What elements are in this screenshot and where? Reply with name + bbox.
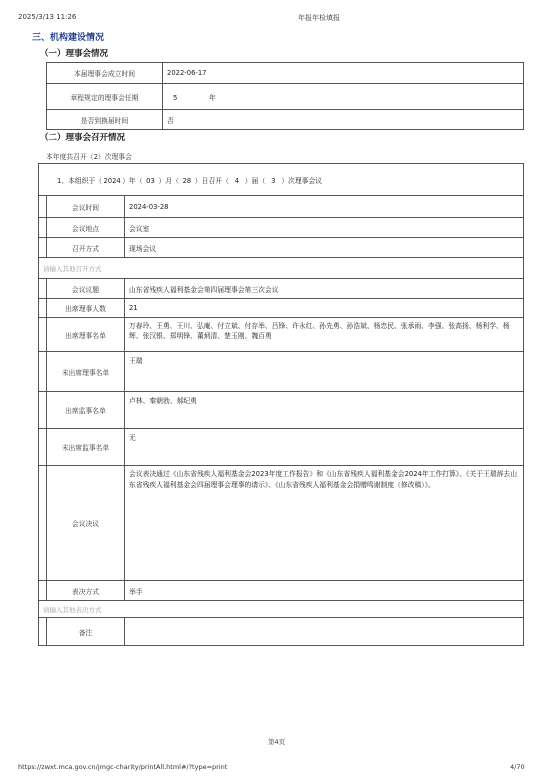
meeting-count-summary: 本年度共召开（2）次理事会 <box>46 153 132 161</box>
meeting-line-text: ）日召开（ <box>194 176 229 185</box>
table-row <box>39 279 524 299</box>
council-subtitle: （一）理事会情况 <box>40 49 109 59</box>
section-title: 三、机构建设情况 <box>32 33 105 43</box>
field-label: 召开方式 <box>47 238 125 258</box>
vote-method: 举手 <box>125 581 524 601</box>
print-datetime: 2025/3/13 11:26 <box>18 13 77 21</box>
field-label: 章程规定的理事会任期 <box>47 84 163 110</box>
council-table <box>46 62 524 130</box>
print-url: https://zwxt.mca.gov.cn/jmgc-charity/printAll.html#/?type=print <box>18 763 228 771</box>
meeting-method: 现场会议 <box>125 238 524 258</box>
field-label: 出席理事名单 <box>47 318 125 352</box>
field-label: 本届理事会成立时间 <box>47 63 163 84</box>
field-value-term <box>163 84 524 110</box>
table-row <box>39 392 524 429</box>
table-row <box>39 258 524 279</box>
other-method-input[interactable]: 请输入其他召开方式 <box>39 258 524 279</box>
table-row <box>47 110 524 130</box>
table-row <box>39 601 524 618</box>
table-row <box>39 299 524 318</box>
attend-names: 万春玲、王勇、王川、弘庵、付立斌、付存举、吕锋、许永红、孙先勇、孙浩斌、杨忠民、张承雨、李强、张高扬、杨利学、杨辉、张汉银、郑明锋、董炳清、楚玉刚、魏百勇 <box>125 318 524 352</box>
field-label: 表决方式 <box>47 581 125 601</box>
table-row <box>39 466 524 581</box>
meeting-month: 03 <box>146 176 155 185</box>
other-vote-input[interactable]: 请输入其他表决方式 <box>39 601 524 618</box>
table-row <box>39 352 524 392</box>
table-row <box>39 429 524 466</box>
table-row <box>39 218 524 238</box>
remarks-value <box>125 618 524 646</box>
field-label: 出席理事人数 <box>47 299 125 318</box>
meeting-line-text: ）年（ <box>122 176 143 185</box>
meeting-line-text: ）次理事会议 <box>281 176 323 185</box>
term-value: 5 <box>173 93 178 102</box>
table-row <box>39 238 524 258</box>
field-label: 会议地点 <box>47 218 125 238</box>
page-header-title: 年报年检填报 <box>298 14 340 22</box>
field-label: 是否到换届时间 <box>47 110 163 130</box>
table-row <box>39 618 524 646</box>
page-number: 第4页 <box>268 738 286 746</box>
meeting-line-text: ）月（ <box>158 176 179 185</box>
absent-names: 王瑞 <box>125 352 524 392</box>
absent-supervisors: 无 <box>125 429 524 466</box>
page-count: 4/70 <box>510 763 525 771</box>
meeting-line-text: 1、本组织于（ <box>57 176 103 185</box>
field-label: 未出席监事名单 <box>47 429 125 466</box>
meeting-session: 4 <box>234 176 240 185</box>
meetings-subtitle: （二）理事会召开情况 <box>40 133 126 143</box>
field-value: 2022-06-17 <box>163 63 524 84</box>
meeting-resolution: 会议表决通过《山东省残疾人福利基金会2023年度工作报告》和《山东省残疾人福利基金会2024年工作打算》、《关于王瑞辞去山东省残疾人福利基金会四届理事会理事的请示》、《山东省残疾人福利基金会捐赠鸣谢制度（修改稿）》。 <box>125 466 524 581</box>
attend-count: 21 <box>125 299 524 318</box>
field-label: 未出席理事名单 <box>47 352 125 392</box>
field-label: 会议决议 <box>47 466 125 581</box>
table-row <box>47 63 524 84</box>
field-label: 备注 <box>47 618 125 646</box>
field-label: 会议议题 <box>47 279 125 299</box>
table-row <box>39 581 524 601</box>
meeting-year: 2024 <box>103 176 121 185</box>
meeting-time: 2024-03-28 <box>125 196 524 218</box>
table-row <box>39 318 524 352</box>
meeting-number: 3 <box>271 176 276 185</box>
field-value: 否 <box>163 110 524 130</box>
meeting-line-text: ）届（ <box>244 176 266 185</box>
field-label: 出席监事名单 <box>47 392 125 429</box>
supervisor-names: 卢林、秦朝勃、郝纪勇 <box>125 392 524 429</box>
meeting-day: 28 <box>182 176 192 185</box>
meeting-line <box>39 164 524 196</box>
meeting-topic: 山东省残疾人福利基金会第四届理事会第三次会议 <box>125 279 524 299</box>
field-label: 会议时间 <box>47 196 125 218</box>
meeting-place: 会议室 <box>125 218 524 238</box>
table-row <box>47 84 524 110</box>
table-row <box>39 164 524 196</box>
term-unit: 年 <box>209 93 216 102</box>
table-row <box>39 196 524 218</box>
meeting-table <box>38 163 524 646</box>
